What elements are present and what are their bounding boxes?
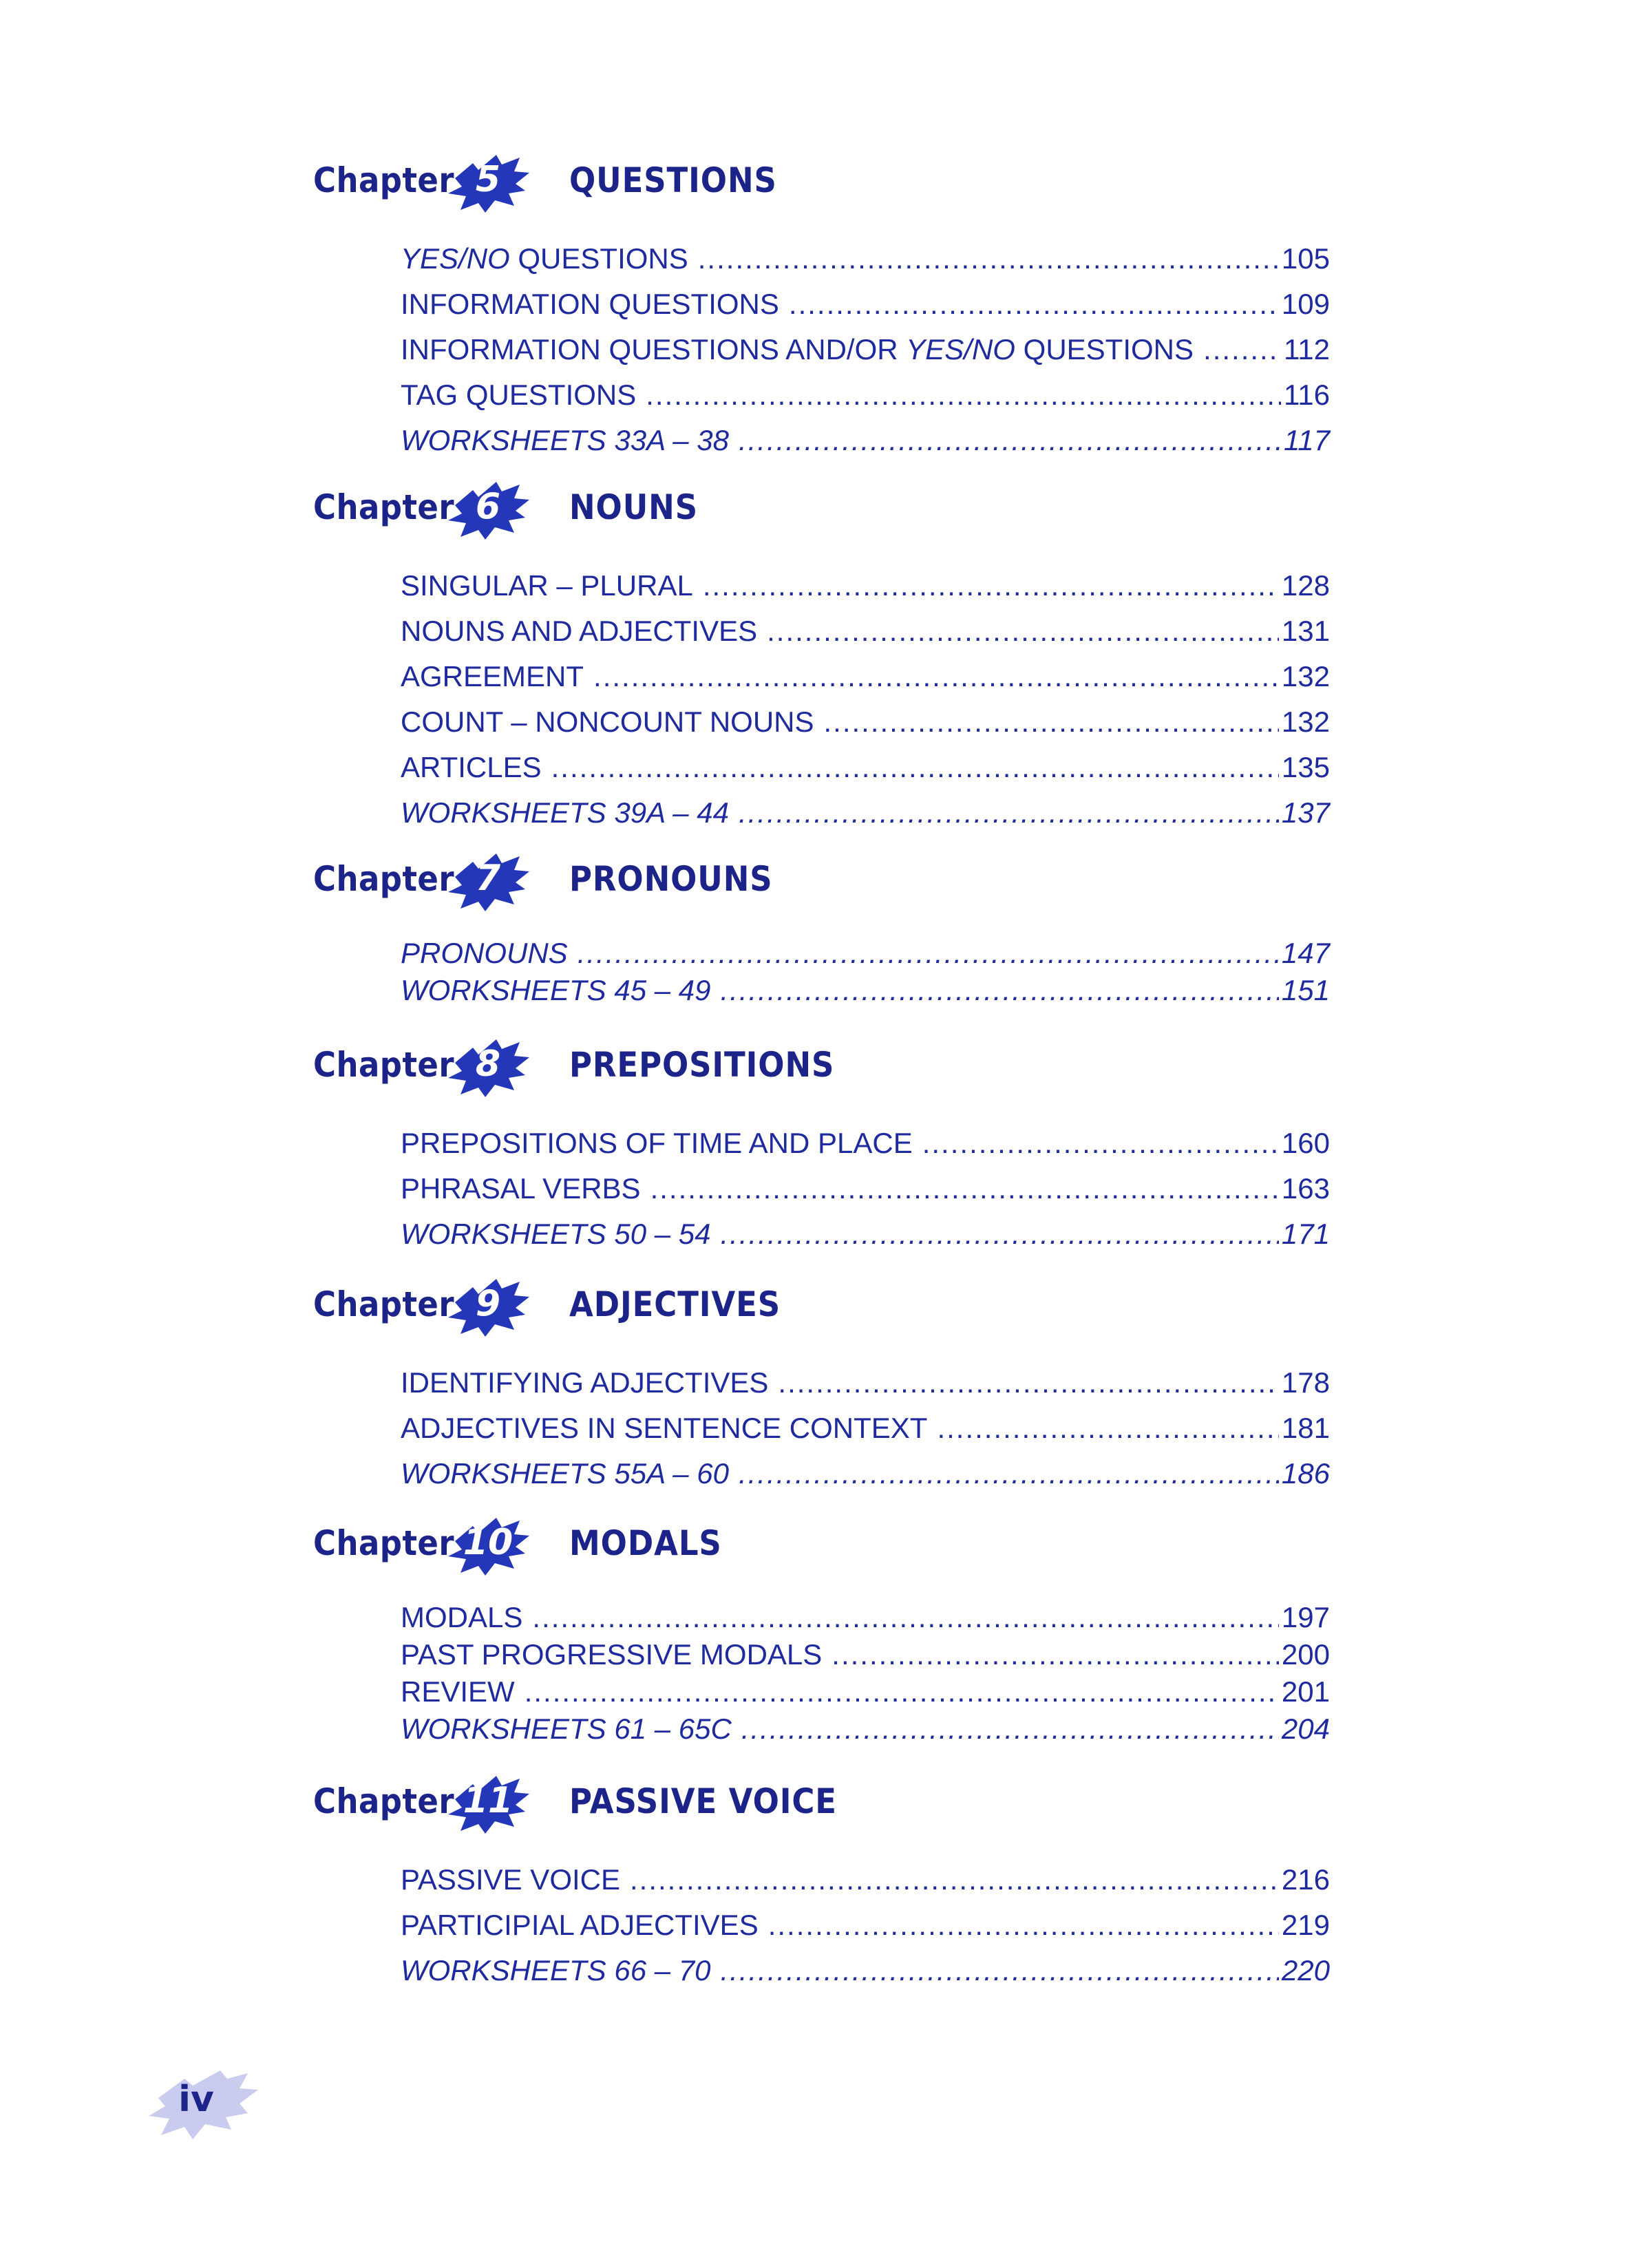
- dot-leader: [922, 1121, 1279, 1166]
- chapter-heading: [313, 1272, 1332, 1341]
- chapter-title: PASSIVE VOICE: [569, 1781, 837, 1821]
- dot-leader: [767, 608, 1279, 654]
- dot-leader: [739, 1451, 1279, 1496]
- chapter-entries: [401, 236, 1330, 463]
- worksheet-entry[interactable]: [401, 935, 1330, 972]
- worksheet-entry[interactable]: [401, 1211, 1330, 1257]
- entry-page-number: 160: [1281, 1127, 1330, 1159]
- dot-leader: [937, 1406, 1278, 1451]
- toc-entry[interactable]: [401, 1406, 1330, 1451]
- entry-title: [401, 1636, 822, 1673]
- toc-entry[interactable]: [401, 1673, 1330, 1710]
- chapter-number-badge: [445, 1272, 531, 1341]
- entry-title-part: PARTICIPIAL ADJECTIVES: [401, 1909, 759, 1941]
- entry-title: [401, 1948, 711, 1993]
- entry-page-number: 201: [1281, 1675, 1330, 1708]
- chapter-section: [313, 475, 1332, 836]
- entry-title: [401, 236, 688, 282]
- entry-title: [401, 327, 1194, 372]
- entry-title: [401, 282, 779, 327]
- entry-page-number: 151: [1281, 974, 1330, 1006]
- toc-entry[interactable]: [401, 282, 1330, 327]
- toc-entry[interactable]: [401, 1636, 1330, 1673]
- entry-title: [401, 1406, 927, 1451]
- chapter-title: PREPOSITIONS: [569, 1045, 835, 1085]
- toc-entry[interactable]: [401, 563, 1330, 608]
- entry-title: [401, 790, 729, 836]
- toc-entry[interactable]: [401, 1121, 1330, 1166]
- chapter-entries: [401, 935, 1330, 1009]
- entry-page-number: 131: [1281, 615, 1330, 647]
- chapter-section: [313, 1272, 1332, 1496]
- entry-title-part: PASSIVE VOICE: [401, 1863, 620, 1896]
- chapter-entries: [401, 1121, 1330, 1257]
- toc-entry[interactable]: [401, 1857, 1330, 1903]
- entry-title: [401, 418, 729, 463]
- entry-page-number: 117: [1284, 424, 1330, 456]
- toc-entry[interactable]: [401, 1166, 1330, 1211]
- entry-title-part: WORKSHEETS 45 – 49: [401, 974, 711, 1006]
- chapter-title: QUESTIONS: [569, 160, 777, 200]
- chapter-section: [313, 1511, 1332, 1748]
- chapter-number: 11: [463, 1780, 513, 1821]
- chapter-number-badge: [445, 1769, 531, 1838]
- dot-leader: [698, 236, 1279, 282]
- entry-title-part: TAG QUESTIONS: [401, 379, 637, 411]
- dot-leader: [721, 1211, 1279, 1257]
- dot-leader: [630, 1857, 1279, 1903]
- entry-page-number: 132: [1281, 706, 1330, 738]
- entry-title-part: WORKSHEETS 50 – 54: [401, 1218, 711, 1250]
- dot-leader: [703, 563, 1279, 608]
- entry-title-part: WORKSHEETS 55A – 60: [401, 1457, 729, 1490]
- chapter-heading: [313, 148, 1332, 217]
- entry-title: [401, 1451, 729, 1496]
- entry-title: [401, 972, 711, 1009]
- entry-page-number: 178: [1281, 1366, 1330, 1399]
- entry-title: [401, 1211, 711, 1257]
- worksheet-entry[interactable]: [401, 790, 1330, 836]
- dot-leader: [593, 654, 1279, 699]
- toc-entry[interactable]: [401, 699, 1330, 745]
- dot-leader: [832, 1636, 1279, 1673]
- entry-page-number: 112: [1284, 333, 1330, 365]
- entry-page-number: 197: [1281, 1601, 1330, 1633]
- toc-entry[interactable]: [401, 1599, 1330, 1636]
- chapter-number: 7: [475, 858, 501, 899]
- toc-entry[interactable]: [401, 1360, 1330, 1406]
- entry-title: [401, 1121, 913, 1166]
- chapter-entries: [401, 1857, 1330, 1993]
- entry-title-part: YES/NO: [401, 242, 510, 275]
- entry-title: [401, 699, 814, 745]
- chapter-heading: [313, 1032, 1332, 1101]
- chapter-label: Chapter: [313, 160, 455, 200]
- entry-title-part: ADJECTIVES IN SENTENCE CONTEXT: [401, 1412, 928, 1444]
- chapter-entries: [401, 1360, 1330, 1496]
- worksheet-entry[interactable]: [401, 418, 1330, 463]
- entry-title: [401, 935, 568, 972]
- toc-entry[interactable]: [401, 236, 1330, 282]
- entry-title: [401, 1166, 641, 1211]
- entry-page-number: 135: [1281, 751, 1330, 783]
- dot-leader: [778, 1360, 1279, 1406]
- dot-leader: [650, 1166, 1279, 1211]
- entry-title-part: WORKSHEETS 33A – 38: [401, 424, 729, 456]
- toc-entry[interactable]: [401, 1903, 1330, 1948]
- entry-title-part: WORKSHEETS 66 – 70: [401, 1954, 711, 1987]
- chapter-title: PRONOUNS: [569, 859, 773, 899]
- entry-title-part: AGREEMENT: [401, 660, 584, 692]
- entry-title-part: WORKSHEETS 39A – 44: [401, 796, 729, 829]
- chapter-label: Chapter: [313, 859, 455, 899]
- worksheet-entry[interactable]: [401, 972, 1330, 1009]
- dot-leader: [789, 282, 1279, 327]
- chapter-label: Chapter: [313, 1284, 455, 1324]
- chapter-number: 5: [475, 159, 501, 200]
- dot-leader: [532, 1599, 1279, 1636]
- chapter-number-badge: [445, 475, 531, 544]
- entry-title-part: INFORMATION QUESTIONS AND/OR: [401, 333, 907, 365]
- toc-entry[interactable]: [401, 372, 1330, 418]
- entry-title-part: PHRASAL VERBS: [401, 1172, 641, 1205]
- dot-leader: [551, 745, 1279, 790]
- page-number: iv: [178, 2079, 214, 2120]
- toc-entry[interactable]: [401, 745, 1330, 790]
- chapter-label: Chapter: [313, 487, 455, 527]
- entry-page-number: 171: [1281, 1218, 1330, 1250]
- entry-page-number: 116: [1284, 379, 1330, 411]
- entry-title: [401, 372, 636, 418]
- worksheet-entry[interactable]: [401, 1710, 1330, 1748]
- entry-page-number: 220: [1281, 1954, 1330, 1987]
- chapter-entries: [401, 1599, 1330, 1748]
- chapter-section: [313, 1032, 1332, 1257]
- page-number-badge: [145, 2058, 262, 2148]
- dot-leader: [525, 1673, 1279, 1710]
- worksheet-entry[interactable]: [401, 1948, 1330, 1993]
- chapter-number-badge: [445, 1511, 531, 1580]
- entry-title-part: INFORMATION QUESTIONS: [401, 288, 779, 320]
- chapter-entries: [401, 563, 1330, 836]
- entry-title-part: SINGULAR – PLURAL: [401, 569, 693, 602]
- toc-entry[interactable]: [401, 654, 1330, 699]
- dot-leader: [739, 418, 1281, 463]
- chapter-number: 9: [475, 1283, 501, 1324]
- entry-title-part: NOUNS AND ADJECTIVES: [401, 615, 758, 647]
- chapter-number-badge: [445, 847, 531, 915]
- dot-leader: [721, 972, 1279, 1009]
- entry-page-number: 186: [1281, 1457, 1330, 1490]
- entry-title-part: PAST PROGRESSIVE MODALS: [401, 1638, 823, 1671]
- chapter-number-badge: [445, 1032, 531, 1101]
- entry-page-number: 137: [1281, 796, 1330, 829]
- dot-leader: [768, 1903, 1279, 1948]
- dot-leader: [824, 699, 1279, 745]
- chapter-section: [313, 148, 1332, 463]
- chapter-number: 8: [475, 1043, 501, 1085]
- entry-title-part: QUESTIONS: [1015, 333, 1194, 365]
- entry-page-number: 181: [1281, 1412, 1330, 1444]
- entry-title-part: MODALS: [401, 1601, 523, 1633]
- chapter-heading: [313, 475, 1332, 544]
- worksheet-entry[interactable]: [401, 1451, 1330, 1496]
- entry-title: [401, 745, 542, 790]
- chapter-section: [313, 847, 1332, 1009]
- entry-page-number: 132: [1281, 660, 1330, 692]
- entry-title-part: QUESTIONS: [509, 242, 688, 275]
- entry-title: [401, 1673, 515, 1710]
- entry-title: [401, 1710, 732, 1748]
- entry-page-number: 204: [1281, 1713, 1330, 1745]
- entry-title: [401, 1903, 759, 1948]
- toc-entry[interactable]: [401, 608, 1330, 654]
- chapter-heading: [313, 1511, 1332, 1580]
- dot-leader: [739, 790, 1279, 836]
- chapter-number-badge: [445, 148, 531, 217]
- chapter-number: 10: [463, 1522, 513, 1563]
- chapter-heading: [313, 1769, 1332, 1838]
- entry-page-number: 216: [1281, 1863, 1330, 1896]
- entry-title-part: REVIEW: [401, 1675, 515, 1708]
- chapter-title: NOUNS: [569, 487, 699, 527]
- chapter-title: ADJECTIVES: [569, 1284, 781, 1324]
- entry-title-part: PREPOSITIONS OF TIME AND PLACE: [401, 1127, 913, 1159]
- chapter-section: [313, 1769, 1332, 1993]
- dot-leader: [721, 1948, 1279, 1993]
- dot-leader: [578, 935, 1279, 972]
- entry-title: [401, 608, 757, 654]
- chapter-label: Chapter: [313, 1045, 455, 1085]
- entry-title-part: PRONOUNS: [401, 937, 568, 969]
- entry-title-part: COUNT – NONCOUNT NOUNS: [401, 706, 814, 738]
- entry-title-part: IDENTIFYING ADJECTIVES: [401, 1366, 769, 1399]
- dot-leader: [741, 1710, 1279, 1748]
- toc-entry[interactable]: [401, 327, 1330, 372]
- dot-leader: [1203, 327, 1281, 372]
- entry-title-part: ARTICLES: [401, 751, 542, 783]
- entry-title-part: WORKSHEETS 61 – 65C: [401, 1713, 732, 1745]
- entry-page-number: 163: [1281, 1172, 1330, 1205]
- chapter-heading: [313, 847, 1332, 915]
- entry-title: [401, 654, 584, 699]
- chapter-label: Chapter: [313, 1523, 455, 1563]
- entry-page-number: 105: [1281, 242, 1330, 275]
- entry-title: [401, 1599, 522, 1636]
- entry-page-number: 200: [1281, 1638, 1330, 1671]
- entry-title: [401, 1360, 768, 1406]
- entry-page-number: 109: [1281, 288, 1330, 320]
- entry-title: [401, 563, 693, 608]
- dot-leader: [646, 372, 1281, 418]
- entry-title-part: YES/NO: [906, 333, 1015, 365]
- entry-page-number: 128: [1281, 569, 1330, 602]
- chapter-title: MODALS: [569, 1523, 722, 1563]
- chapter-label: Chapter: [313, 1781, 455, 1821]
- entry-page-number: 219: [1281, 1909, 1330, 1941]
- entry-page-number: 147: [1281, 937, 1330, 969]
- chapter-number: 6: [475, 486, 501, 527]
- entry-title: [401, 1857, 620, 1903]
